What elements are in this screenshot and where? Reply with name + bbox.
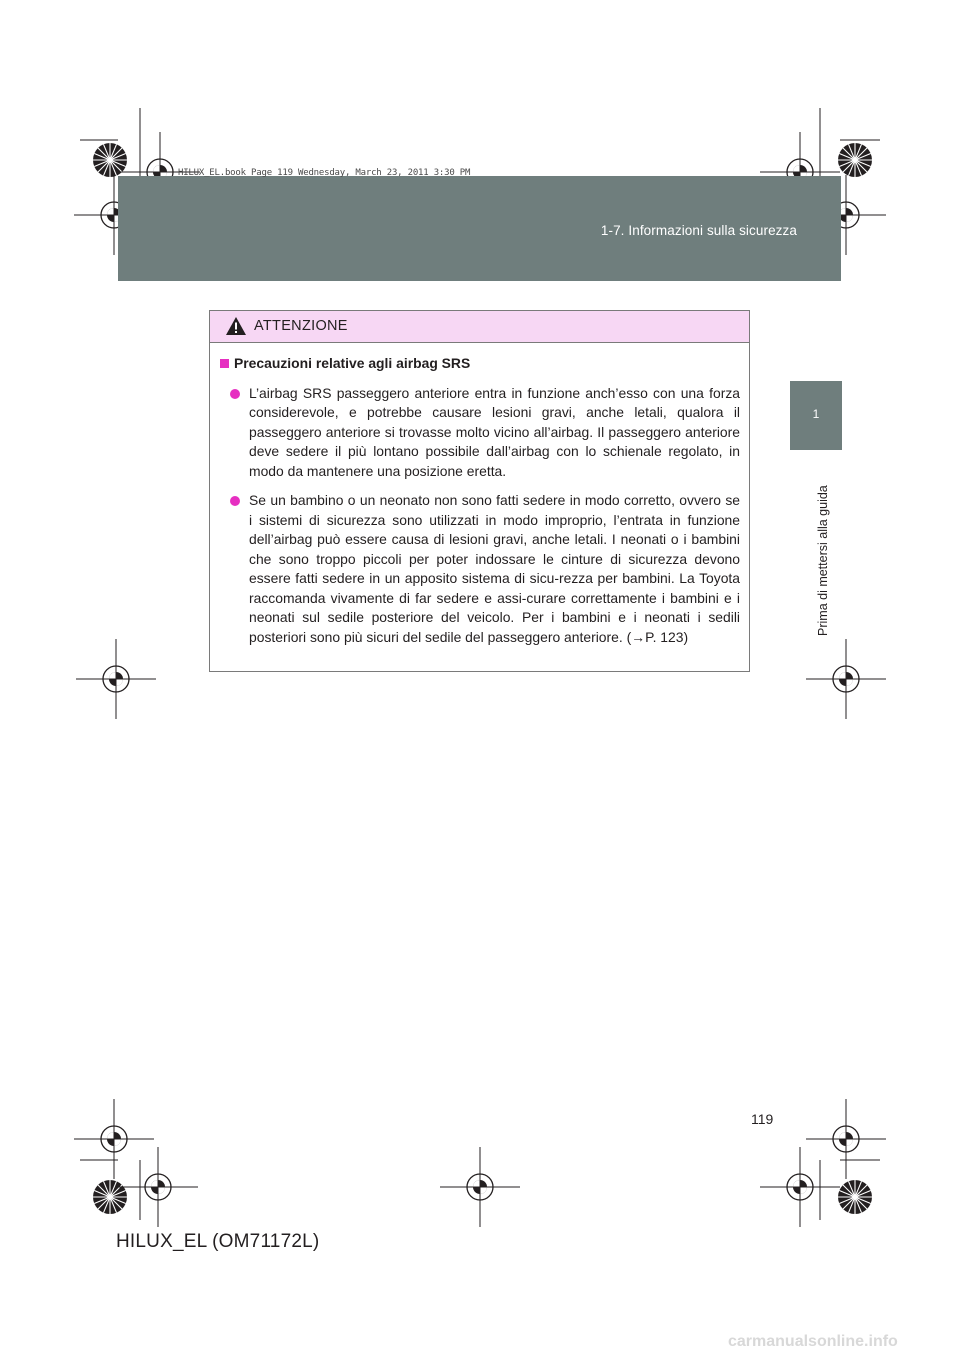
- warning-header: [210, 311, 749, 343]
- registration-starburst-icon: [838, 143, 872, 177]
- registration-crosshair-icon: [118, 1147, 198, 1227]
- chapter-tab: [790, 381, 842, 450]
- warning-triangle-icon: [225, 316, 247, 336]
- registration-crosshair-icon: [74, 1099, 154, 1179]
- warning-body: [210, 343, 749, 647]
- warning-section-title: Precauzioni relative agli airbag SRS: [220, 354, 740, 374]
- registration-crosshair-icon: [760, 1147, 840, 1227]
- watermark: carmanualsonline.info: [728, 1333, 898, 1350]
- bullet-dot-icon: [230, 389, 240, 399]
- bullet-text: Se un bambino o un neonato non sono fatti sedere in modo corretto, ovvero se i sistemi di sicurezza sono utilizzati in modo improprio, l’entrata in funzione dell’airbag può essere causa di lesioni gravi, anche letali. I neonati o i bambini che sono troppo piccoli per poter indossare le cinture di sicurezza devono essere fatti sedere in un apposito sistema di sicu-rezza per bambini. La Toyota raccomanda vivamente di far sedere e assi-curare correttamente i bambini e i neonati sul sedile posteriore del veicolo. Per i bambini e i neonati i sedili posteriori sono più sicuri del sedile del passeggero anteriore. (→P. 123): [249, 492, 740, 645]
- section-header-title: 1-7. Informazioni sulla sicurezza: [600, 223, 797, 238]
- list-item: [230, 491, 740, 647]
- warning-title: ATTENZIONE: [254, 318, 348, 334]
- chapter-number: 1: [812, 407, 820, 421]
- registration-crosshair-icon: [76, 639, 156, 719]
- registration-crosshair-icon: [806, 639, 886, 719]
- registration-crosshair-icon: [806, 1099, 886, 1179]
- document-code: HILUX_EL (OM71172L): [116, 1231, 320, 1252]
- bullet-dot-icon: [230, 496, 240, 506]
- registration-starburst-icon: [838, 1180, 872, 1214]
- bullet-text: L’airbag SRS passeggero anteriore entra in funzione anch’esso con una forza considerevole, e potrebbe causare lesioni gravi, anche letali, qualora il passeggero anteriore si trovasse molto vicino all’airbag. Il passeggero anteriore deve sedere il più lontano possibile dall’airbag con lo schienale regolato, in modo da mantenere una posizione eretta.: [249, 384, 740, 479]
- page-number: 119: [751, 1111, 774, 1127]
- header-band: [118, 176, 841, 281]
- book-stamp: HILUX_EL.book Page 119 Wednesday, March 23, 2011 3:30 PM: [178, 168, 471, 178]
- warning-box: [209, 310, 750, 672]
- registration-crosshair-icon: [440, 1147, 520, 1227]
- registration-starburst-icon: [93, 1180, 127, 1214]
- list-item: [230, 384, 740, 482]
- chapter-label: Prima di mettersi alla guida: [816, 485, 830, 636]
- square-bullet-icon: [220, 359, 229, 368]
